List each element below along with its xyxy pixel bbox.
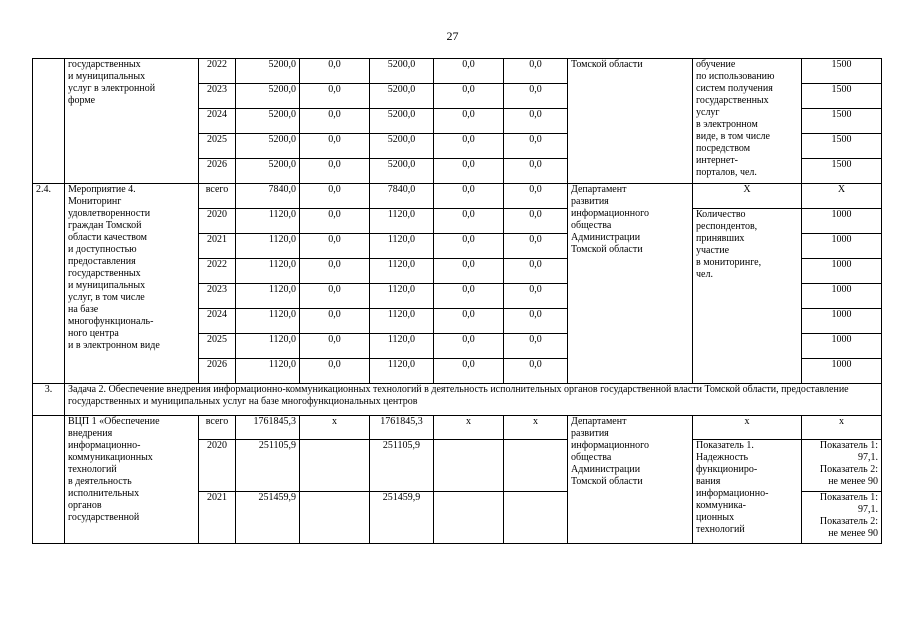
other-cell: 0,0 <box>504 309 568 334</box>
year-cell: 2024 <box>199 109 236 134</box>
indicator-value-cell: 1000 <box>802 209 882 234</box>
row-number-cell <box>33 416 65 544</box>
row-number-cell <box>33 59 65 184</box>
year-cell: 2026 <box>199 159 236 184</box>
local-cell: 0,0 <box>434 59 504 84</box>
regional-cell: 5200,0 <box>370 159 434 184</box>
other-cell: 0,0 <box>504 359 568 384</box>
year-cell: 2020 <box>199 209 236 234</box>
regional-cell: 1120,0 <box>370 359 434 384</box>
local-cell: х <box>434 416 504 440</box>
federal-cell: 0,0 <box>300 309 370 334</box>
regional-cell: 5200,0 <box>370 59 434 84</box>
year-cell: 2022 <box>199 59 236 84</box>
year-cell: 2026 <box>199 359 236 384</box>
department-cell: Департамент развития информационного общества Администрации Томской области <box>568 416 693 544</box>
indicator-value-cell: 1000 <box>802 359 882 384</box>
federal-cell <box>300 440 370 492</box>
program-table <box>32 58 882 544</box>
total-cell: 5200,0 <box>236 134 300 159</box>
indicator-value-cell: 1000 <box>802 259 882 284</box>
row-number-cell: 2.4. <box>33 184 65 384</box>
federal-cell: 0,0 <box>300 284 370 309</box>
local-cell: 0,0 <box>434 159 504 184</box>
local-cell <box>434 492 504 544</box>
total-cell: 1120,0 <box>236 309 300 334</box>
total-cell: 7840,0 <box>236 184 300 209</box>
local-cell: 0,0 <box>434 234 504 259</box>
row-number-cell: 3. <box>33 384 65 416</box>
indicator-value-cell: 1500 <box>802 84 882 109</box>
federal-cell: 0,0 <box>300 259 370 284</box>
federal-cell: 0,0 <box>300 359 370 384</box>
regional-cell: 1120,0 <box>370 284 434 309</box>
local-cell: 0,0 <box>434 209 504 234</box>
indicator-value-cell: Показатель 1: 97,1. Показатель 2: не менее 90 <box>802 440 882 492</box>
regional-cell: 1120,0 <box>370 334 434 359</box>
other-cell: 0,0 <box>504 159 568 184</box>
year-cell: 2023 <box>199 84 236 109</box>
activity-name-cell: Мероприятие 4. Мониторинг удовлетворенности граждан Томской области качеством и доступностью предоставления государственных и муниципальных услуг, в том числе на базе многофункциональ- ного центра и в электронном виде <box>65 184 199 384</box>
regional-cell: 5200,0 <box>370 134 434 159</box>
federal-cell <box>300 492 370 544</box>
indicator-value-cell: 1000 <box>802 334 882 359</box>
total-cell: 5200,0 <box>236 84 300 109</box>
other-cell: 0,0 <box>504 259 568 284</box>
year-cell: 2025 <box>199 334 236 359</box>
federal-cell: 0,0 <box>300 134 370 159</box>
total-cell: 1120,0 <box>236 259 300 284</box>
year-cell: всего <box>199 184 236 209</box>
table-row <box>33 416 882 440</box>
local-cell: 0,0 <box>434 109 504 134</box>
local-cell <box>434 440 504 492</box>
local-cell: 0,0 <box>434 84 504 109</box>
other-cell <box>504 492 568 544</box>
other-cell: 0,0 <box>504 84 568 109</box>
page-number: 27 <box>446 29 459 43</box>
indicator-cell: Х <box>693 184 802 209</box>
department-cell: Томской области <box>568 59 693 184</box>
regional-cell: 5200,0 <box>370 109 434 134</box>
indicator-cell: х <box>693 416 802 440</box>
indicator-cell: Показатель 1. Надежность функциониро- вания информационно- коммуника- ционных технологий <box>693 440 802 544</box>
other-cell: х <box>504 416 568 440</box>
federal-cell: 0,0 <box>300 59 370 84</box>
table-row <box>33 184 882 209</box>
indicator-value-cell: 1000 <box>802 284 882 309</box>
federal-cell: 0,0 <box>300 234 370 259</box>
indicator-value-cell: Показатель 1: 97,1. Показатель 2: не менее 90 <box>802 492 882 544</box>
regional-cell: 5200,0 <box>370 84 434 109</box>
federal-cell: 0,0 <box>300 209 370 234</box>
total-cell: 251459,9 <box>236 492 300 544</box>
indicator-value-cell: 1000 <box>802 234 882 259</box>
regional-cell: 1120,0 <box>370 259 434 284</box>
other-cell: 0,0 <box>504 284 568 309</box>
department-cell: Департамент развития информационного общества Администрации Томской области <box>568 184 693 384</box>
total-cell: 251105,9 <box>236 440 300 492</box>
federal-cell: х <box>300 416 370 440</box>
table-row <box>33 59 882 84</box>
total-cell: 1120,0 <box>236 334 300 359</box>
total-cell: 5200,0 <box>236 109 300 134</box>
local-cell: 0,0 <box>434 334 504 359</box>
local-cell: 0,0 <box>434 134 504 159</box>
table-body <box>33 59 882 544</box>
regional-cell: 1761845,3 <box>370 416 434 440</box>
indicator-cell: Количество респондентов, принявших участие в мониторинге, чел. <box>693 209 802 384</box>
federal-cell: 0,0 <box>300 184 370 209</box>
other-cell <box>504 440 568 492</box>
year-cell: 2021 <box>199 234 236 259</box>
regional-cell: 251459,9 <box>370 492 434 544</box>
federal-cell: 0,0 <box>300 159 370 184</box>
total-cell: 1120,0 <box>236 284 300 309</box>
year-cell: 2023 <box>199 284 236 309</box>
regional-cell: 7840,0 <box>370 184 434 209</box>
other-cell: 0,0 <box>504 109 568 134</box>
regional-cell: 251105,9 <box>370 440 434 492</box>
year-cell: 2024 <box>199 309 236 334</box>
other-cell: 0,0 <box>504 184 568 209</box>
indicator-value-cell: 1000 <box>802 309 882 334</box>
indicator-value-cell: х <box>802 416 882 440</box>
regional-cell: 1120,0 <box>370 309 434 334</box>
indicator-value-cell: 1500 <box>802 159 882 184</box>
total-cell: 1120,0 <box>236 359 300 384</box>
activity-name-cell: ВЦП 1 «Обеспечение внедрения информационно- коммуникационных технологий в деятельность исполнительных органов государственной <box>65 416 199 544</box>
regional-cell: 1120,0 <box>370 234 434 259</box>
year-cell: 2022 <box>199 259 236 284</box>
local-cell: 0,0 <box>434 259 504 284</box>
total-cell: 5200,0 <box>236 59 300 84</box>
year-cell: 2021 <box>199 492 236 544</box>
total-cell: 1761845,3 <box>236 416 300 440</box>
local-cell: 0,0 <box>434 309 504 334</box>
federal-cell: 0,0 <box>300 84 370 109</box>
year-cell: 2020 <box>199 440 236 492</box>
indicator-value-cell: Х <box>802 184 882 209</box>
total-cell: 1120,0 <box>236 209 300 234</box>
other-cell: 0,0 <box>504 334 568 359</box>
year-cell: 2025 <box>199 134 236 159</box>
other-cell: 0,0 <box>504 59 568 84</box>
indicator-value-cell: 1500 <box>802 109 882 134</box>
local-cell: 0,0 <box>434 184 504 209</box>
regional-cell: 1120,0 <box>370 209 434 234</box>
task-text-cell: Задача 2. Обеспечение внедрения информационно-коммуникационных технологий в деятельность исполнительных органов государственной власти Томской области, предоставление государственных и муниципальных услуг на базе многофункциональных центров <box>65 384 882 416</box>
total-cell: 1120,0 <box>236 234 300 259</box>
local-cell: 0,0 <box>434 284 504 309</box>
other-cell: 0,0 <box>504 209 568 234</box>
task-row <box>33 384 882 416</box>
local-cell: 0,0 <box>434 359 504 384</box>
indicator-value-cell: 1500 <box>802 134 882 159</box>
year-cell: всего <box>199 416 236 440</box>
other-cell: 0,0 <box>504 134 568 159</box>
federal-cell: 0,0 <box>300 334 370 359</box>
indicator-cell: обучение по использованию систем получения государственных услуг в электронном виде, в том числе посредством интернет- порталов, чел. <box>693 59 802 184</box>
indicator-value-cell: 1500 <box>802 59 882 84</box>
activity-name-cell: государственных и муниципальных услуг в электронной форме <box>65 59 199 184</box>
total-cell: 5200,0 <box>236 159 300 184</box>
other-cell: 0,0 <box>504 234 568 259</box>
federal-cell: 0,0 <box>300 109 370 134</box>
